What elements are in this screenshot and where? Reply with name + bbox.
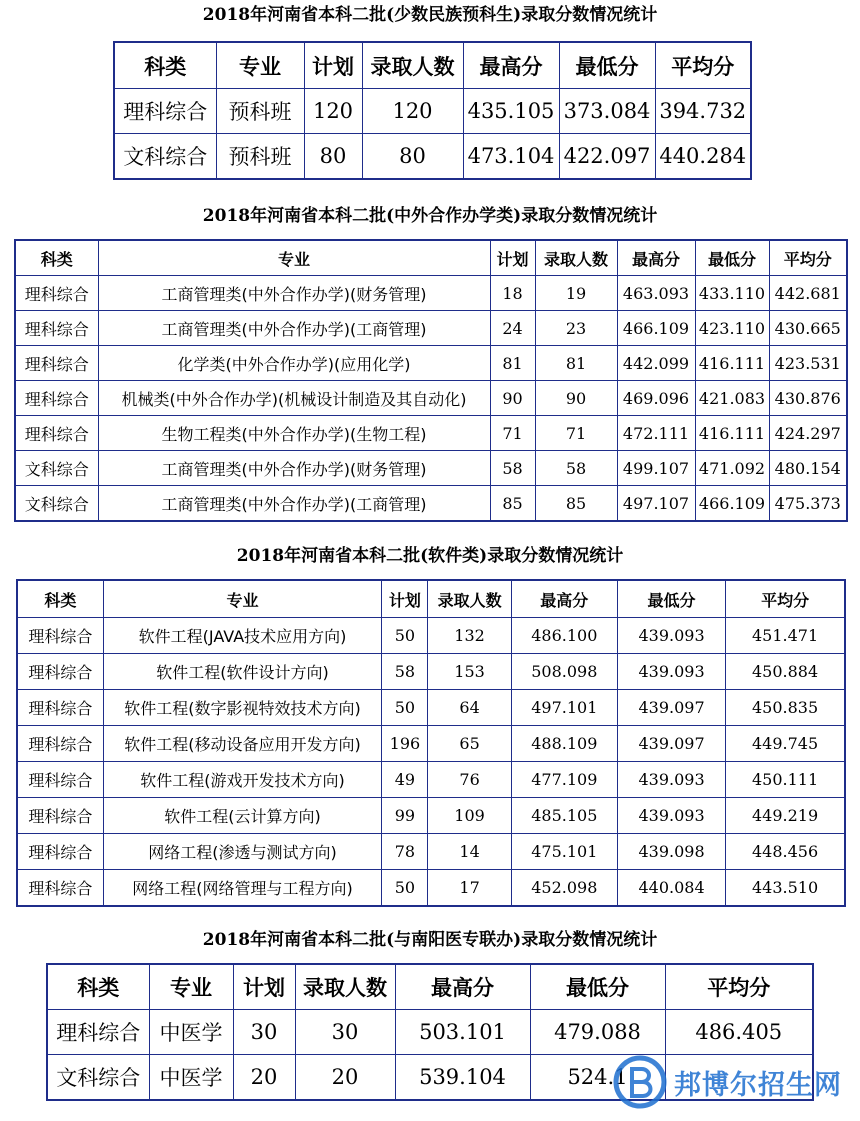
table-minority-preparatory: [113, 41, 752, 180]
table-row: [15, 311, 847, 346]
cell-category: 理科综合: [17, 690, 103, 726]
cell-major: 软件工程(软件设计方向): [103, 654, 382, 690]
cell-admitted: 153: [428, 654, 511, 690]
cell-admitted: 14: [428, 834, 511, 870]
column-header: 计划: [233, 964, 295, 1010]
cell-plan: 49: [382, 762, 428, 798]
cell-max-score: 472.111: [617, 416, 695, 451]
table-row: [47, 1010, 813, 1055]
cell-max-score: 485.105: [511, 798, 617, 834]
cell-plan: 20: [233, 1055, 295, 1101]
column-header: 科类: [17, 580, 103, 618]
table-header-row: [114, 42, 751, 89]
cell-major: 中医学: [149, 1010, 233, 1055]
cell-major: 生物工程类(中外合作办学)(生物工程): [98, 416, 490, 451]
column-header: 最高分: [511, 580, 617, 618]
table-row: [17, 870, 845, 907]
cell-admitted: 65: [428, 726, 511, 762]
cell-max-score: 503.101: [395, 1010, 530, 1055]
table-row: [15, 451, 847, 486]
cell-min-score: 423.110: [695, 311, 769, 346]
cell-admitted: 23: [535, 311, 617, 346]
column-header: 科类: [15, 240, 98, 276]
cell-max-score: 442.099: [617, 346, 695, 381]
cell-major: 预科班: [216, 134, 304, 180]
cell-min-score: 439.093: [617, 762, 725, 798]
column-header: 专业: [98, 240, 490, 276]
cell-min-score: 439.097: [617, 690, 725, 726]
cell-category: 理科综合: [17, 654, 103, 690]
cell-major: 软件工程(游戏开发技术方向): [103, 762, 382, 798]
cell-category: 理科综合: [17, 762, 103, 798]
cell-max-score: 469.096: [617, 381, 695, 416]
column-header: 录取人数: [428, 580, 511, 618]
cell-avg-score: 430.876: [769, 381, 847, 416]
table-row: [15, 486, 847, 522]
cell-category: 理科综合: [17, 834, 103, 870]
table-3-title: 2018年河南省本科二批(软件类)录取分数情况统计: [236, 546, 624, 566]
cell-min-score: 439.093: [617, 798, 725, 834]
table-row: [15, 346, 847, 381]
column-header: 平均分: [726, 580, 845, 618]
cell-admitted: 20: [295, 1055, 395, 1101]
cell-max-score: 477.109: [511, 762, 617, 798]
cell-min-score: 439.093: [617, 618, 725, 654]
watermark-text: 邦博尔招生网: [674, 1069, 842, 1101]
column-header: 计划: [304, 42, 362, 89]
cell-plan: 58: [382, 654, 428, 690]
column-header: 最低分: [559, 42, 655, 89]
cell-min-score: 373.084: [559, 89, 655, 134]
cell-avg-score: 449.219: [726, 798, 845, 834]
cell-min-score: 416.111: [695, 346, 769, 381]
cell-major: 软件工程(移动设备应用开发方向): [103, 726, 382, 762]
cell-max-score: 497.107: [617, 486, 695, 522]
cell-major: 化学类(中外合作办学)(应用化学): [98, 346, 490, 381]
cell-plan: 18: [490, 276, 535, 311]
table-row: [114, 89, 751, 134]
cell-category: 文科综合: [15, 486, 98, 522]
column-header: 最高分: [395, 964, 530, 1010]
column-header: 最低分: [695, 240, 769, 276]
cell-admitted: 19: [535, 276, 617, 311]
cell-plan: 80: [304, 134, 362, 180]
cell-max-score: 488.109: [511, 726, 617, 762]
column-header: 最高分: [617, 240, 695, 276]
cell-min-score: 439.098: [617, 834, 725, 870]
cell-major: 软件工程(云计算方向): [103, 798, 382, 834]
cell-max-score: 435.105: [463, 89, 559, 134]
table-row: [114, 134, 751, 180]
column-header: 科类: [114, 42, 216, 89]
cell-admitted: 90: [535, 381, 617, 416]
cell-avg-score: 486.405: [665, 1010, 813, 1055]
column-header: 专业: [216, 42, 304, 89]
cell-avg-score: 423.531: [769, 346, 847, 381]
cell-plan: 50: [382, 870, 428, 907]
cell-min-score: 433.110: [695, 276, 769, 311]
cell-category: 理科综合: [17, 726, 103, 762]
cell-admitted: 17: [428, 870, 511, 907]
cell-min-score: 416.111: [695, 416, 769, 451]
cell-plan: 30: [233, 1010, 295, 1055]
table-row: [15, 416, 847, 451]
logo-b-icon: [612, 1054, 668, 1110]
table-row: [17, 690, 845, 726]
cell-min-score: 466.109: [695, 486, 769, 522]
cell-category: 理科综合: [15, 416, 98, 451]
cell-avg-score: 424.297: [769, 416, 847, 451]
cell-max-score: 539.104: [395, 1055, 530, 1101]
table-header-row: [17, 580, 845, 618]
column-header: 平均分: [769, 240, 847, 276]
cell-major: 机械类(中外合作办学)(机械设计制造及其自动化): [98, 381, 490, 416]
table-row: [17, 618, 845, 654]
cell-min-score: 421.083: [695, 381, 769, 416]
cell-min-score: 439.093: [617, 654, 725, 690]
table-row: [15, 381, 847, 416]
column-header: 平均分: [665, 964, 813, 1010]
cell-plan: 120: [304, 89, 362, 134]
cell-major: 中医学: [149, 1055, 233, 1101]
cell-category: 理科综合: [15, 276, 98, 311]
cell-admitted: 109: [428, 798, 511, 834]
cell-major: 软件工程(JAVA技术应用方向): [103, 618, 382, 654]
cell-major: 预科班: [216, 89, 304, 134]
cell-max-score: 463.093: [617, 276, 695, 311]
cell-admitted: 64: [428, 690, 511, 726]
cell-min-score: 422.097: [559, 134, 655, 180]
table-sino-foreign-cooperation: [14, 239, 848, 522]
cell-avg-score: 451.471: [726, 618, 845, 654]
cell-max-score: 475.101: [511, 834, 617, 870]
cell-admitted: 58: [535, 451, 617, 486]
column-header: 最低分: [530, 964, 665, 1010]
table-row: [17, 762, 845, 798]
cell-category: 文科综合: [47, 1055, 149, 1101]
table-row: [17, 654, 845, 690]
column-header: 专业: [149, 964, 233, 1010]
cell-category: 文科综合: [15, 451, 98, 486]
cell-plan: 196: [382, 726, 428, 762]
table-2-title: 2018年河南省本科二批(中外合作办学类)录取分数情况统计: [202, 206, 658, 226]
cell-category: 理科综合: [114, 89, 216, 134]
cell-major: 工商管理类(中外合作办学)(工商管理): [98, 311, 490, 346]
cell-avg-score: 430.665: [769, 311, 847, 346]
cell-min-score: 439.097: [617, 726, 725, 762]
cell-major: 网络工程(网络管理与工程方向): [103, 870, 382, 907]
column-header: 专业: [103, 580, 382, 618]
column-header: 最低分: [617, 580, 725, 618]
cell-category: 理科综合: [15, 346, 98, 381]
cell-category: 理科综合: [17, 618, 103, 654]
cell-max-score: 486.100: [511, 618, 617, 654]
cell-min-score: 440.084: [617, 870, 725, 907]
column-header: 计划: [490, 240, 535, 276]
cell-plan: 58: [490, 451, 535, 486]
cell-min-score: 524.1: [530, 1055, 665, 1101]
cell-plan: 78: [382, 834, 428, 870]
cell-max-score: 499.107: [617, 451, 695, 486]
cell-avg-score: 480.154: [769, 451, 847, 486]
cell-max-score: 497.101: [511, 690, 617, 726]
cell-avg-score: 475.373: [769, 486, 847, 522]
cell-admitted: 71: [535, 416, 617, 451]
cell-major: 工商管理类(中外合作办学)(财务管理): [98, 451, 490, 486]
cell-min-score: 471.092: [695, 451, 769, 486]
cell-avg-score: 450.111: [726, 762, 845, 798]
column-header: 科类: [47, 964, 149, 1010]
cell-plan: 24: [490, 311, 535, 346]
cell-plan: 71: [490, 416, 535, 451]
table-row: [17, 726, 845, 762]
cell-avg-score: 450.884: [726, 654, 845, 690]
cell-admitted: 80: [362, 134, 463, 180]
cell-major: 工商管理类(中外合作办学)(财务管理): [98, 276, 490, 311]
cell-max-score: 508.098: [511, 654, 617, 690]
cell-avg-score: 440.284: [655, 134, 751, 180]
cell-min-score: 479.088: [530, 1010, 665, 1055]
column-header: 计划: [382, 580, 428, 618]
cell-admitted: 132: [428, 618, 511, 654]
table-header-row: [15, 240, 847, 276]
table-header-row: [47, 964, 813, 1010]
cell-category: 理科综合: [15, 381, 98, 416]
column-header: 录取人数: [362, 42, 463, 89]
column-header: 录取人数: [295, 964, 395, 1010]
cell-avg-score: 442.681: [769, 276, 847, 311]
cell-max-score: 452.098: [511, 870, 617, 907]
column-header: 录取人数: [535, 240, 617, 276]
cell-avg-score: 394.732: [655, 89, 751, 134]
cell-admitted: 81: [535, 346, 617, 381]
cell-admitted: 30: [295, 1010, 395, 1055]
cell-admitted: 76: [428, 762, 511, 798]
cell-admitted: 85: [535, 486, 617, 522]
cell-max-score: 466.109: [617, 311, 695, 346]
cell-major: 网络工程(渗透与测试方向): [103, 834, 382, 870]
cell-major: 工商管理类(中外合作办学)(工商管理): [98, 486, 490, 522]
cell-plan: 81: [490, 346, 535, 381]
cell-max-score: 473.104: [463, 134, 559, 180]
table-row: [17, 834, 845, 870]
column-header: 平均分: [655, 42, 751, 89]
cell-plan: 50: [382, 690, 428, 726]
table-row: [17, 798, 845, 834]
table-software: [16, 579, 846, 907]
cell-category: 理科综合: [17, 798, 103, 834]
cell-category: 理科综合: [47, 1010, 149, 1055]
cell-plan: 50: [382, 618, 428, 654]
table-row: [15, 276, 847, 311]
cell-category: 理科综合: [17, 870, 103, 907]
column-header: 最高分: [463, 42, 559, 89]
cell-plan: 99: [382, 798, 428, 834]
cell-admitted: 120: [362, 89, 463, 134]
watermark-logo: [612, 1052, 848, 1112]
table-4-title: 2018年河南省本科二批(与南阳医专联办)录取分数情况统计: [202, 930, 658, 950]
cell-avg-score: 449.745: [726, 726, 845, 762]
cell-avg-score: 448.456: [726, 834, 845, 870]
cell-category: 理科综合: [15, 311, 98, 346]
table-1-title: 2018年河南省本科二批(少数民族预科生)录取分数情况统计: [202, 5, 658, 25]
cell-avg-score: 450.835: [726, 690, 845, 726]
cell-plan: 90: [490, 381, 535, 416]
cell-category: 文科综合: [114, 134, 216, 180]
cell-avg-score: 443.510: [726, 870, 845, 907]
cell-plan: 85: [490, 486, 535, 522]
cell-major: 软件工程(数字影视特效技术方向): [103, 690, 382, 726]
